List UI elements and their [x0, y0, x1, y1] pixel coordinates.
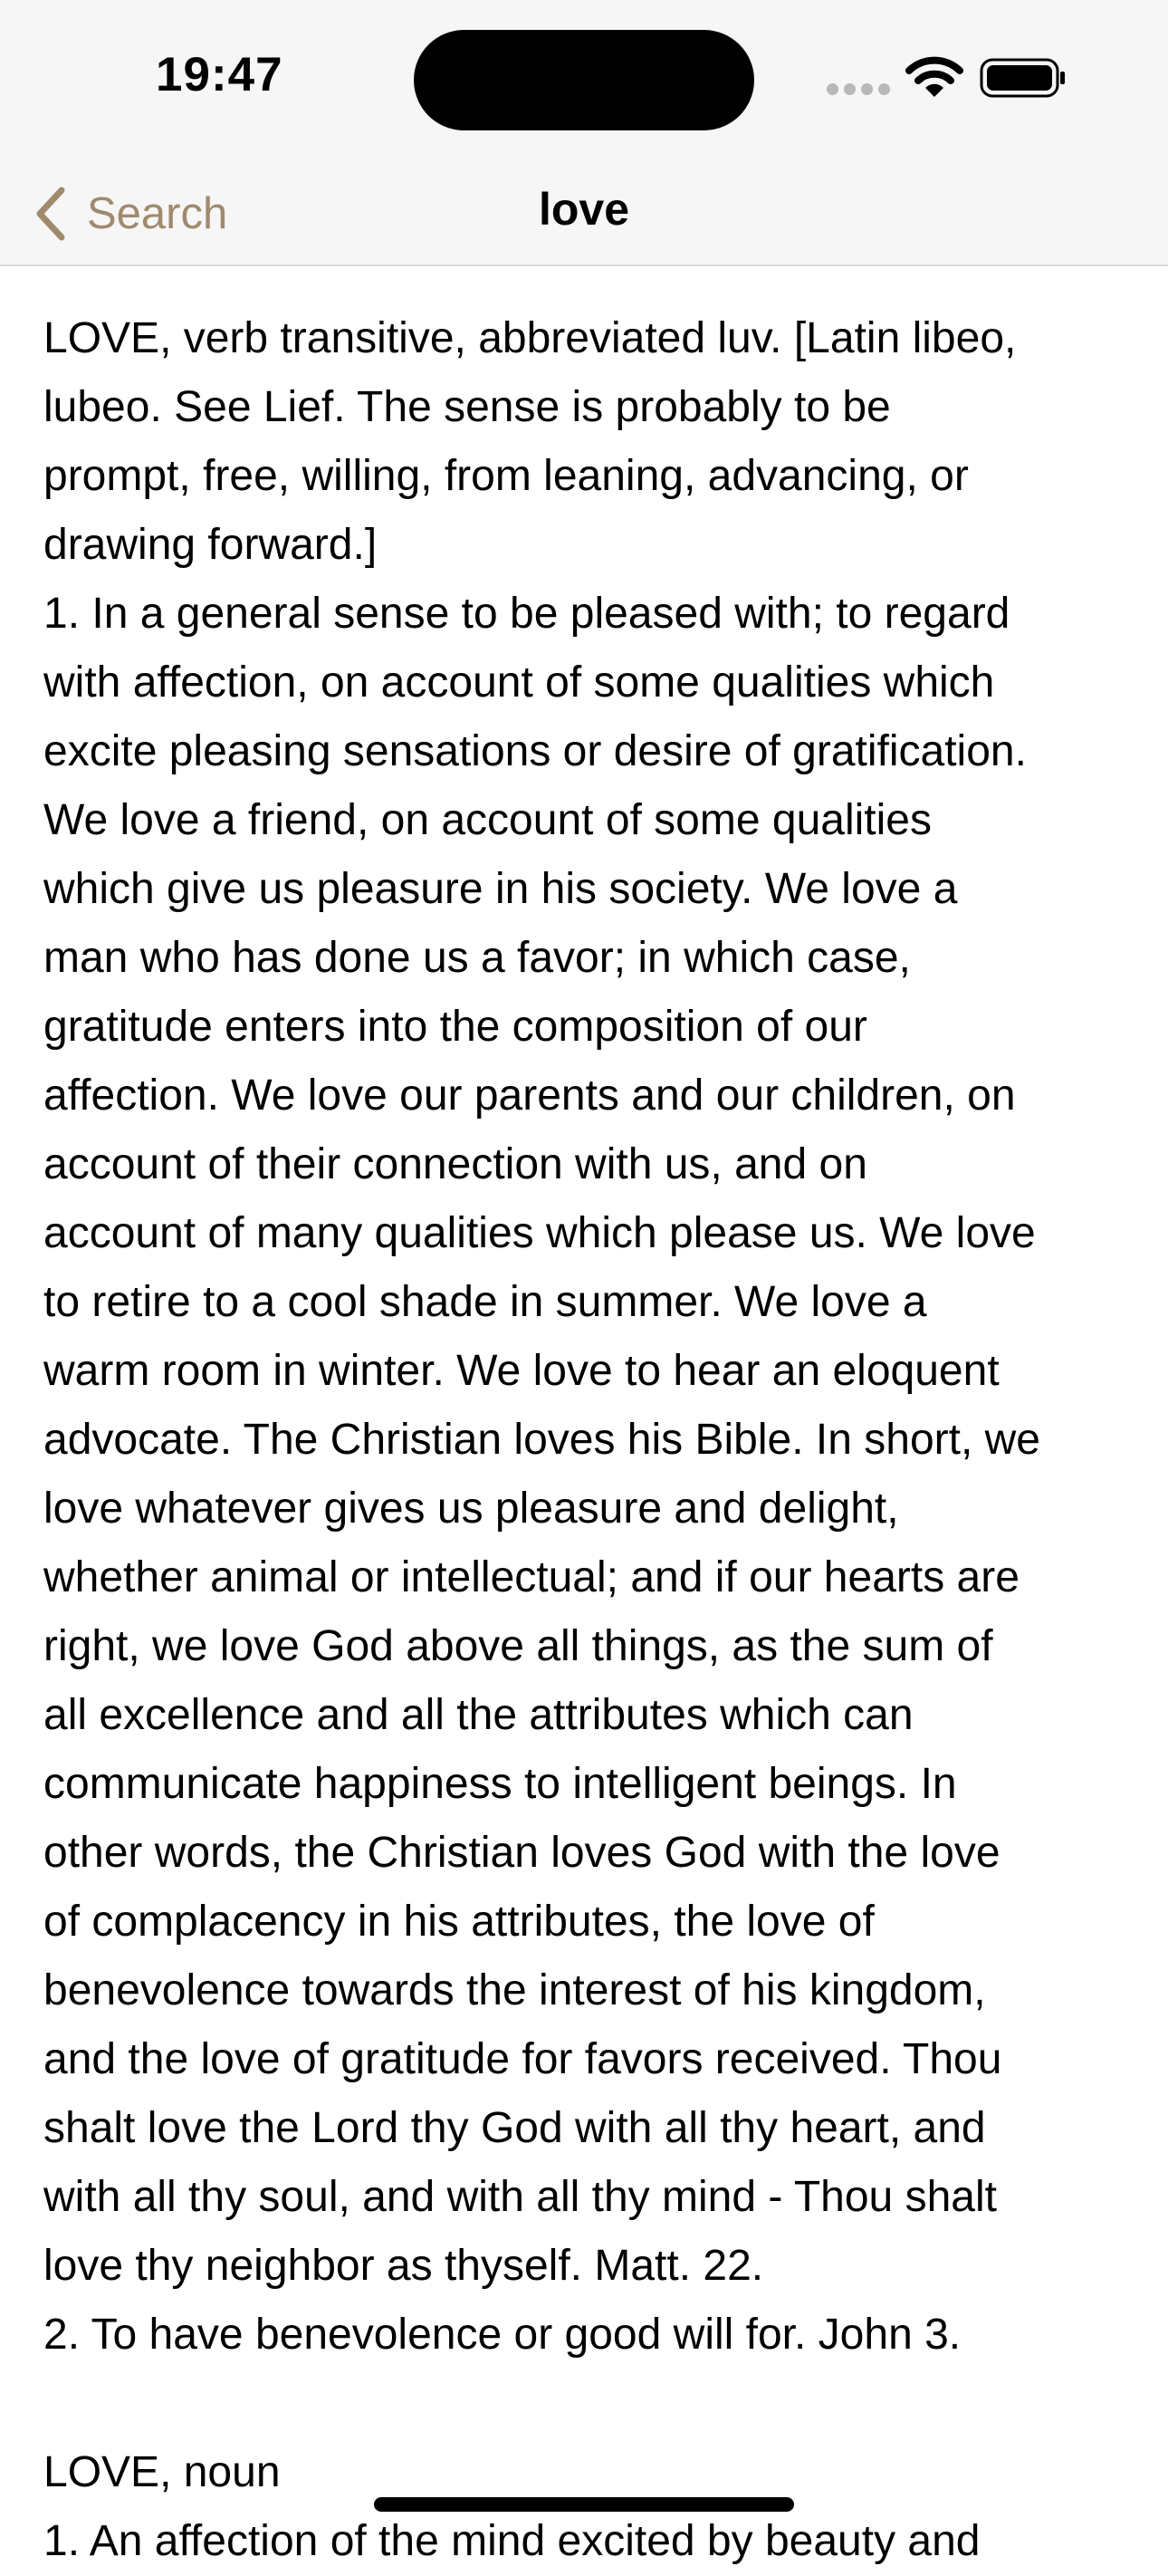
entry-line: 2. To have benevolence or good will for. John 3. [43, 2311, 962, 2359]
entry-line: 1. In a general sense to be pleased with; to regard [43, 590, 1010, 638]
entry-line: warm room in winter. We love to hear an eloquent [43, 1347, 1000, 1395]
entry-line: communicate happiness to intelligent beings. In [43, 1760, 957, 1808]
status-time: 19:47 [156, 48, 283, 101]
entry-line: We love a friend, on account of some qualities [43, 796, 932, 844]
entry-line: which give us pleasure in his society. We love a [43, 865, 958, 913]
entry-line: gratitude enters into the composition of our [43, 1003, 867, 1051]
entry-line: account of their connection with us, and on [43, 1140, 867, 1188]
entry-text [43, 304, 1130, 2576]
entry-line: right, we love God above all things, as the sum of [43, 1622, 993, 1670]
back-button[interactable] [33, 176, 227, 252]
navigation-bar [0, 163, 1168, 264]
top-chrome [0, 0, 1168, 266]
back-button-label: Search [87, 189, 228, 238]
entry-line: love whatever gives us pleasure and delight, [43, 1485, 899, 1533]
home-indicator[interactable] [374, 2497, 794, 2512]
blank-line [43, 2369, 1130, 2438]
entry-line: to retire to a cool shade in summer. We love a [43, 1278, 927, 1326]
page-title: love [538, 184, 630, 235]
entry-line: account of many qualities which please us. We love [43, 1209, 1036, 1257]
entry-line: advocate. The Christian loves his Bible. In short, we [43, 1416, 1040, 1464]
entry-line: with affection, on account of some qualities which [43, 658, 995, 706]
dynamic-island [414, 30, 754, 130]
entry-line: all excellence and all the attributes which can [43, 1691, 914, 1739]
entry-line: drawing forward.] [43, 521, 378, 569]
entry-line: 1. An affection of the mind excited by beauty and [43, 2517, 981, 2565]
entry-line: LOVE, verb transitive, abbreviated luv. [Latin libeo, [43, 314, 1017, 362]
dictionary-entry[interactable] [43, 304, 1130, 2565]
entry-line: and the love of gratitude for favors received. Thou [43, 2035, 1002, 2083]
entry-line: LOVE, noun [43, 2448, 281, 2496]
entry-line: shalt love the Lord thy God with all thy heart, and [43, 2104, 986, 2152]
entry-line: prompt, free, willing, from leaning, advancing, or [43, 452, 969, 500]
wifi-icon [905, 56, 963, 100]
entry-line: affection. We love our parents and our children, on [43, 1072, 1016, 1120]
entry-line: benevolence towards the interest of his kingdom, [43, 1966, 986, 2014]
battery-icon [980, 57, 1067, 99]
entry-line: love thy neighbor as thyself. Matt. 22. [43, 2242, 764, 2290]
entry-line: of complacency in his attributes, the love of [43, 1898, 875, 1946]
entry-line: with all thy soul, and with all thy mind - Thou shalt [43, 2173, 997, 2221]
entry-line: man who has done us a favor; in which case, [43, 934, 911, 982]
entry-line: lubeo. See Lief. The sense is probably to be [43, 383, 891, 431]
chevron-left-icon [33, 185, 69, 243]
entry-line: whether animal or intellectual; and if our hearts are [43, 1553, 1020, 1601]
entry-line: other words, the Christian loves God with the love [43, 1829, 1000, 1877]
signal-dots-icon [827, 83, 890, 96]
entry-line: excite pleasing sensations or desire of gratification. [43, 727, 1027, 775]
